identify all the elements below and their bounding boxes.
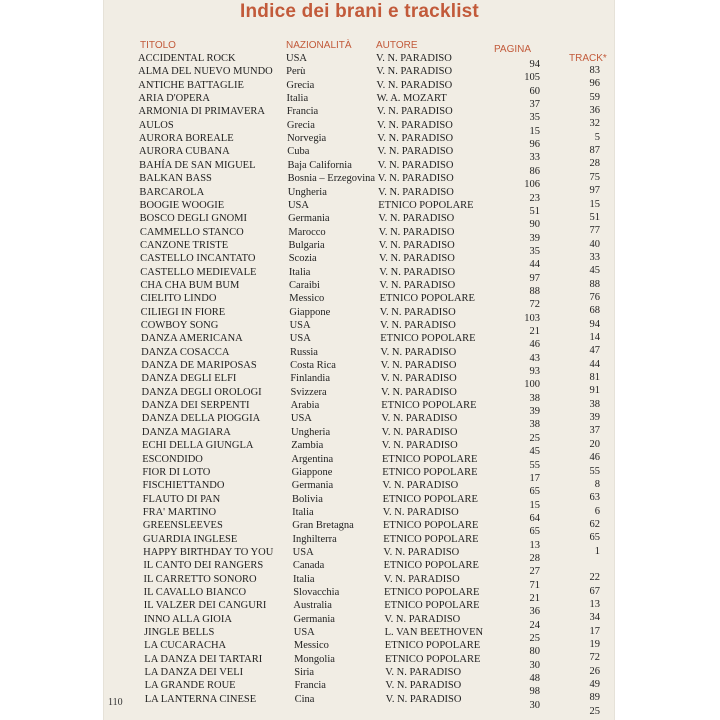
row-title: GREENSLEEVES — [142, 520, 223, 532]
row-track: 37 — [589, 425, 600, 437]
row-page: 15 — [529, 125, 540, 137]
row-nationality: Cina — [294, 693, 315, 705]
row-title: FLAUTO DI PAN — [142, 493, 221, 505]
row-page: 46 — [529, 339, 540, 351]
row-author: V. N. PARADISO — [376, 53, 452, 64]
row-author: V. N. PARADISO — [381, 440, 458, 452]
row-page: 30 — [529, 659, 540, 671]
row-nationality: USA — [287, 199, 309, 211]
row-track: 15 — [589, 198, 600, 210]
row-track: 1 — [594, 545, 600, 557]
row-page: 36 — [529, 606, 540, 618]
row-title: DANZA DEI SERPENTI — [141, 400, 250, 412]
row-author: V. N. PARADISO — [380, 346, 457, 358]
row-track: 8 — [594, 478, 600, 490]
row-author: V. N. PARADISO — [378, 226, 455, 238]
row-title: BALKAN BASS — [139, 173, 212, 185]
header-track: TRACK* — [569, 53, 607, 64]
row-title: INNO ALLA GIOIA — [143, 613, 232, 625]
row-author: V. N. PARADISO — [378, 213, 455, 225]
row-nationality: Messico — [293, 640, 329, 652]
row-author: V. N. PARADISO — [385, 693, 462, 705]
row-nationality: Messico — [289, 293, 325, 305]
row-track: 28 — [589, 158, 600, 170]
row-page: 15 — [529, 499, 540, 511]
row-title: DANZA AMERICANA — [140, 333, 243, 345]
row-title: DANZA DE MARIPOSAS — [141, 360, 257, 372]
row-author: V. N. PARADISO — [377, 119, 453, 131]
row-track: 49 — [589, 679, 600, 691]
row-title: ECHI DELLA GIUNGLA — [142, 440, 254, 452]
row-author: ETNICO POPOLARE — [381, 400, 477, 412]
row-title: FISCHIETTANDO — [142, 480, 225, 492]
row-track: 83 — [589, 65, 600, 76]
row-nationality: Baja California — [287, 159, 352, 171]
row-nationality: Siria — [294, 667, 315, 679]
row-title: AURORA CUBANA — [138, 146, 230, 158]
row-page: 17 — [529, 472, 540, 484]
row-title: CAMMELLO STANCO — [139, 226, 244, 238]
row-page: 80 — [529, 646, 540, 658]
row-page: 23 — [529, 192, 540, 204]
row-author: V. N. PARADISO — [381, 426, 458, 438]
row-author: V. N. PARADISO — [380, 360, 457, 372]
row-page: 43 — [529, 352, 540, 364]
row-track: 91 — [589, 385, 600, 397]
row-author: V. N. PARADISO — [377, 146, 454, 158]
row-page: 38 — [529, 419, 540, 431]
row-title: CASTELLO MEDIEVALE — [140, 266, 257, 278]
row-page: 64 — [529, 512, 540, 524]
row-track: 63 — [589, 492, 600, 504]
row-track: 62 — [589, 518, 600, 530]
row-nationality: Marocco — [288, 226, 326, 238]
row-page: 39 — [529, 406, 540, 418]
row-title: DANZA MAGIARA — [141, 426, 231, 438]
row-page: 38 — [529, 392, 540, 404]
row-track: 76 — [589, 291, 600, 303]
row-page: 90 — [529, 219, 540, 231]
row-nationality: Italia — [288, 266, 311, 278]
row-nationality: Perù — [286, 66, 306, 78]
row-nationality: Francia — [294, 680, 326, 692]
row-title: ANTICHE BATTAGLIE — [138, 79, 244, 91]
row-nationality: Italia — [292, 506, 314, 518]
row-page: 33 — [529, 152, 540, 164]
row-title: BOOGIE WOOGIE — [139, 199, 225, 211]
row-page: 25 — [529, 633, 540, 645]
row-title: IL CARRETTO SONORO — [143, 573, 257, 585]
row-title: JINGLE BELLS — [144, 627, 215, 639]
row-nationality: Italia — [293, 573, 315, 585]
row-track: 13 — [589, 599, 600, 610]
row-title: BOSCO DEGLI GNOMI — [139, 213, 248, 225]
row-title: GUARDIA INGLESE — [143, 533, 238, 545]
row-author: ETNICO POPOLARE — [380, 333, 476, 345]
row-nationality: Italia — [286, 93, 309, 105]
row-nationality: Canada — [292, 560, 325, 572]
row-track: 40 — [589, 238, 600, 250]
header-titolo: TITOLO — [140, 40, 176, 51]
row-title: IL VALZER DEI CANGURI — [143, 600, 267, 612]
row-nationality: Germania — [293, 613, 335, 625]
row-page: 106 — [524, 179, 540, 191]
row-nationality: Caraibi — [289, 279, 320, 291]
row-track: 38 — [589, 398, 600, 410]
row-title: LA LANTERNA CINESE — [144, 693, 257, 705]
row-track: 39 — [589, 412, 600, 424]
row-track: 14 — [589, 332, 600, 343]
row-nationality: Australia — [293, 600, 332, 612]
row-page: 27 — [529, 566, 540, 578]
row-nationality: Slovacchia — [293, 587, 340, 598]
row-nationality: Argentina — [291, 453, 334, 465]
row-title: ACCIDENTAL ROCK — [138, 53, 236, 64]
row-nationality: USA — [286, 53, 308, 64]
row-author: V. N. PARADISO — [383, 573, 460, 585]
row-author: W. A. MOZART — [376, 93, 447, 105]
row-nationality: Grecia — [286, 119, 315, 131]
row-track: 77 — [589, 225, 600, 237]
row-page: 65 — [529, 486, 540, 498]
row-track: 47 — [589, 345, 600, 357]
row-author: V. N. PARADISO — [377, 159, 454, 171]
row-track: 97 — [589, 185, 600, 197]
row-track: 45 — [589, 265, 600, 277]
row-title: IL CAVALLO BIANCO — [143, 587, 247, 598]
row-nationality: USA — [289, 333, 311, 345]
header-autore: AUTORE — [376, 40, 418, 51]
row-author: V. N. PARADISO — [378, 186, 454, 198]
row-track: 51 — [589, 211, 600, 223]
row-title: BARCAROLA — [139, 186, 205, 198]
row-nationality: USA — [289, 320, 311, 331]
row-nationality: Cuba — [287, 146, 310, 158]
row-track: 55 — [589, 465, 600, 477]
row-nationality: Germania — [288, 213, 330, 225]
row-author: ETNICO POPOLARE — [383, 520, 479, 532]
row-author: V. N. PARADISO — [378, 239, 455, 251]
row-author: V. N. PARADISO — [381, 413, 458, 425]
row-track: 96 — [589, 78, 600, 90]
row-author: V. N. PARADISO — [379, 266, 456, 278]
row-author: ETNICO POPOLARE — [383, 533, 479, 545]
row-track: 44 — [589, 358, 600, 370]
row-nationality: Russia — [289, 346, 318, 358]
row-page: 94 — [529, 59, 540, 70]
row-page: 98 — [529, 686, 540, 698]
row-track: 6 — [594, 505, 600, 517]
row-nationality: Inghilterra — [292, 533, 337, 545]
row-author: V. N. PARADISO — [382, 506, 459, 518]
row-author: V. N. PARADISO — [381, 386, 457, 398]
row-title: HAPPY BIRTHDAY TO YOU — [143, 546, 274, 558]
row-track: 67 — [589, 585, 600, 597]
row-nationality: Costa Rica — [290, 360, 336, 372]
row-page: 35 — [529, 245, 540, 257]
row-track: 46 — [589, 452, 600, 464]
row-page: 30 — [529, 699, 540, 711]
row-nationality: Gran Bretagna — [292, 520, 354, 532]
row-title: LA GRANDE ROUE — [144, 680, 236, 692]
row-author: V. N. PARADISO — [376, 106, 453, 118]
row-page: 13 — [529, 539, 540, 551]
row-author: ETNICO POPOLARE — [382, 466, 478, 478]
row-page: 93 — [529, 366, 540, 378]
row-author: V. N. PARADISO — [380, 373, 457, 385]
row-author: V. N. PARADISO — [379, 279, 456, 291]
row-track: 5 — [594, 131, 600, 143]
row-page: 51 — [529, 205, 540, 217]
row-author: V. N. PARADISO — [385, 667, 462, 679]
row-title: ARMONIA DI PRIMAVERA — [138, 106, 265, 118]
row-title: ESCONDIDO — [142, 453, 203, 465]
row-title: BAHÍA DE SAN MIGUEL — [139, 159, 256, 171]
row-track: 72 — [589, 652, 600, 664]
row-title: LA DANZA DEI VELI — [144, 667, 244, 679]
row-author: ETNICO POPOLARE — [384, 600, 480, 612]
row-page: 65 — [529, 526, 540, 538]
row-author: V. N. PARADISO — [382, 480, 459, 492]
row-title: CASTELLO INCANTATO — [140, 253, 256, 265]
row-title: COWBOY SONG — [140, 320, 219, 331]
row-nationality: Bosnia – Erzegovina — [287, 173, 376, 185]
row-author: V. N. PARADISO — [377, 133, 454, 145]
row-page: 100 — [524, 379, 540, 391]
row-nationality: Zambia — [291, 440, 324, 452]
row-title: CIELITO LINDO — [140, 293, 217, 305]
row-track: 36 — [589, 105, 600, 117]
row-author: V. N. PARADISO — [376, 79, 453, 91]
row-title: CHA CHA BUM BUM — [140, 279, 240, 291]
row-track: 89 — [589, 692, 600, 704]
row-title: DANZA COSACCA — [141, 346, 230, 358]
row-nationality: Ungheria — [287, 186, 327, 198]
row-page: 60 — [529, 85, 540, 97]
row-title: AULOS — [138, 119, 174, 131]
row-nationality: Finlandia — [290, 373, 330, 385]
row-nationality: USA — [293, 627, 315, 639]
row-track: 25 — [589, 705, 600, 717]
row-author: V. N. PARADISO — [385, 680, 462, 692]
row-title: FRA' MARTINO — [142, 506, 217, 518]
row-title: ARIA D'OPERA — [138, 93, 211, 105]
row-author: V. N. PARADISO — [379, 253, 455, 265]
row-track: 87 — [589, 145, 600, 157]
row-author: ETNICO POPOLARE — [384, 640, 481, 652]
row-page: 25 — [529, 432, 540, 444]
table-row — [0, 546, 720, 564]
row-nationality: Bulgaria — [288, 239, 325, 251]
page-number: 110 — [108, 697, 123, 708]
row-title: CANZONE TRISTE — [139, 239, 229, 251]
row-nationality: Svizzera — [290, 386, 327, 398]
row-title: CILIEGI IN FIORE — [140, 306, 226, 318]
row-page: 28 — [529, 552, 540, 564]
row-author: V. N. PARADISO — [376, 66, 453, 78]
row-title: DANZA DELLA PIOGGIA — [141, 413, 261, 425]
row-title: ALMA DEL NUEVO MUNDO — [138, 66, 273, 78]
row-nationality: Scozia — [288, 253, 317, 265]
row-nationality: Arabia — [290, 400, 320, 412]
row-track: 59 — [589, 91, 600, 103]
row-track: 94 — [589, 318, 600, 330]
row-title: DANZA DEGLI ELFI — [141, 373, 237, 385]
row-nationality: Norvegia — [287, 133, 327, 145]
row-page: 44 — [529, 259, 540, 271]
row-page: 24 — [529, 619, 540, 631]
row-nationality: USA — [292, 546, 314, 558]
row-track: 19 — [589, 639, 600, 651]
row-track: 88 — [589, 278, 600, 290]
row-page: 37 — [529, 99, 540, 111]
row-title: LA CUCARACHA — [144, 640, 227, 652]
row-author: V. N. PARADISO — [383, 546, 460, 558]
row-title: DANZA DEGLI OROLOGI — [141, 386, 262, 398]
row-page: 71 — [529, 579, 540, 591]
row-page: 35 — [529, 112, 540, 124]
row-page: 103 — [524, 312, 540, 324]
row-track: 81 — [589, 372, 600, 384]
header-nazionalita: NAZIONALITÀ — [286, 40, 352, 51]
row-track: 68 — [589, 305, 600, 317]
row-author: ETNICO POPOLARE — [383, 560, 479, 572]
row-nationality: Grecia — [286, 79, 315, 91]
row-nationality: Germania — [291, 480, 334, 492]
row-track: 17 — [589, 625, 600, 637]
row-page: 88 — [529, 285, 540, 297]
row-author: ETNICO POPOLARE — [382, 453, 478, 465]
row-nationality: Giappone — [291, 466, 333, 478]
row-nationality: Bolivia — [291, 493, 323, 505]
row-page: 86 — [529, 165, 540, 177]
row-title: IL CANTO DEI RANGERS — [143, 560, 264, 572]
row-page: 45 — [529, 446, 540, 458]
row-title: FIOR DI LOTO — [142, 466, 211, 478]
row-author: V. N. PARADISO — [384, 613, 461, 625]
row-nationality: Giappone — [289, 306, 331, 318]
row-track: 33 — [589, 251, 600, 263]
row-page: 55 — [529, 459, 540, 471]
row-track: 34 — [589, 612, 600, 624]
row-page: 72 — [529, 299, 540, 311]
row-track: 75 — [589, 171, 600, 183]
row-page: 96 — [529, 139, 540, 151]
row-track: 65 — [589, 532, 600, 544]
row-title: AURORA BOREALE — [138, 133, 234, 145]
row-track: 22 — [589, 572, 600, 584]
row-page: 48 — [529, 673, 540, 685]
row-track: 26 — [589, 665, 600, 677]
row-author: L. VAN BEETHOVEN — [384, 627, 484, 639]
header-pagina: PAGINA — [494, 44, 532, 55]
row-track: 32 — [589, 118, 600, 130]
row-page: 21 — [529, 326, 540, 337]
row-page: 39 — [529, 232, 540, 244]
row-author: V. N. PARADISO — [379, 306, 456, 318]
row-title: LA DANZA DEI TARTARI — [144, 653, 263, 665]
row-track: 20 — [589, 438, 600, 450]
row-author: ETNICO POPOLARE — [379, 293, 475, 305]
page-title: Indice dei brani e tracklist — [240, 1, 479, 22]
row-nationality: Mongolia — [294, 653, 335, 665]
row-author: ETNICO POPOLARE — [382, 493, 478, 505]
row-author: ETNICO POPOLARE — [385, 653, 481, 665]
row-page: 97 — [529, 272, 540, 284]
row-nationality: USA — [290, 413, 312, 425]
row-page: 105 — [524, 72, 540, 84]
row-nationality: Ungheria — [291, 426, 331, 438]
row-author: ETNICO POPOLARE — [384, 587, 480, 598]
row-author: V. N. PARADISO — [380, 320, 456, 331]
row-nationality: Francia — [286, 106, 319, 118]
row-page: 21 — [529, 593, 540, 604]
row-author: V. N. PARADISO — [377, 173, 454, 185]
row-author: ETNICO POPOLARE — [378, 199, 474, 211]
